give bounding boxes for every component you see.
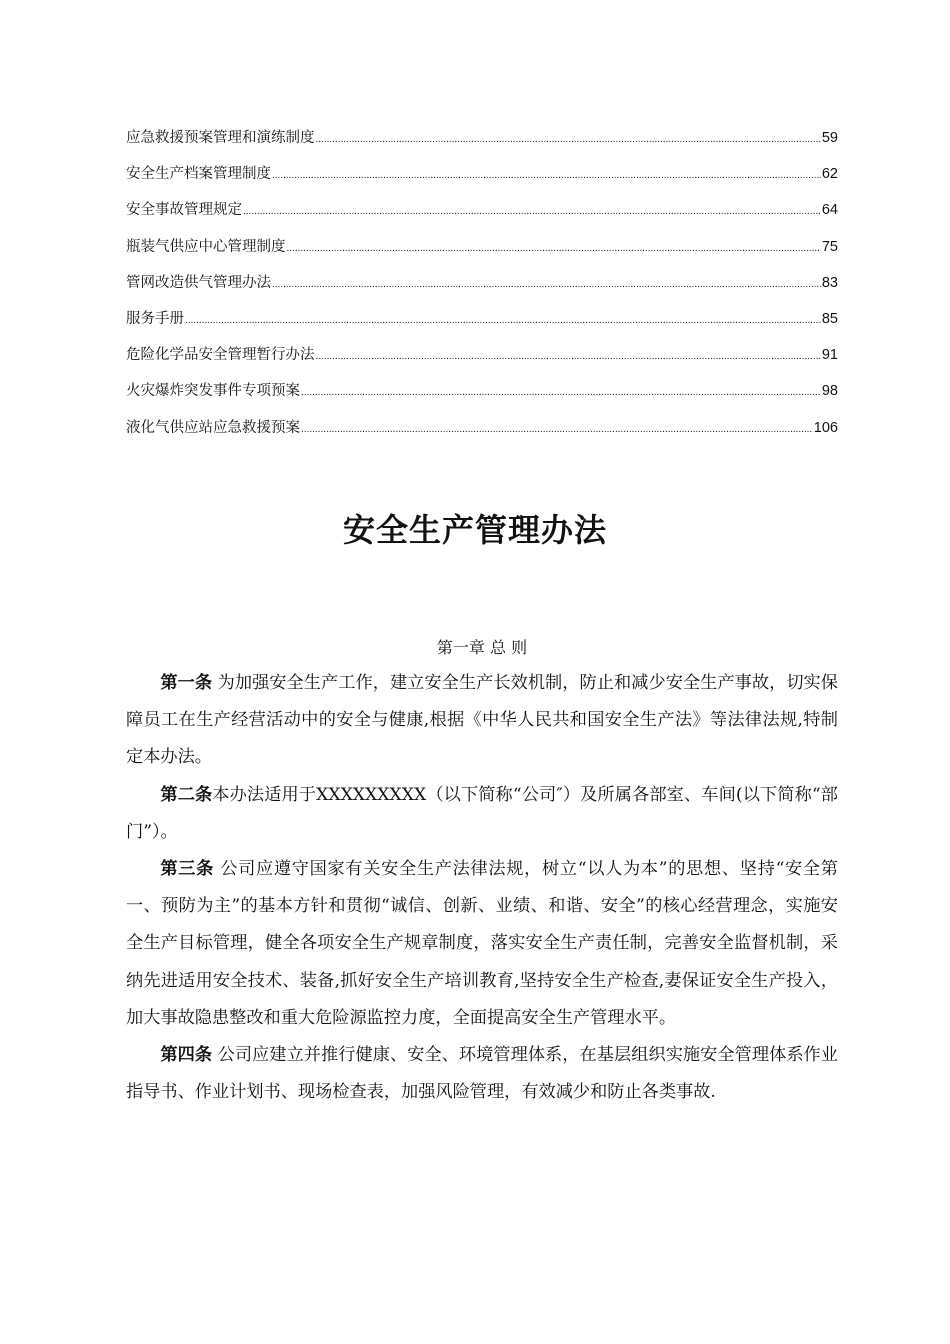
chapter-heading: 第一章 总 则	[436, 638, 528, 657]
toc-entry-page: 75	[821, 238, 838, 255]
toc-entry-page: 64	[821, 202, 838, 219]
article-paragraph	[126, 665, 838, 777]
toc-leader-dots	[301, 379, 821, 407]
toc-entry[interactable]	[126, 124, 838, 160]
toc-entry-title: 管网改造供气管理办法	[126, 274, 271, 291]
toc-entry-title: 应急救援预案管理和演练制度	[126, 130, 315, 146]
article-text: 公司应遵守国家有关安全生产法律法规，树立“以人为本”的思想、坚持“安全第一、预防为主”的基本方针和贯彻“诚信、创新、业绩、和谐、安全”的核心经营理念，实施安全生产目标管理，健全各项安全生产规章制度，落实安全生产责任制，完善安全监督机制，采纳先进适用安全技术、装备,抓好安全生产培训教育,坚持安全生产检查,妻保证安全生产投入，加大事故隐患整改和重大危险源监控力度，全面提高安全生产管理水平。	[126, 859, 838, 1028]
toc-entry-title: 安全生产档案管理制度	[126, 166, 271, 183]
toc-entry[interactable]	[126, 269, 838, 305]
toc-entry[interactable]	[126, 233, 838, 269]
toc-entry[interactable]	[126, 160, 838, 196]
toc-leader-dots	[272, 271, 821, 299]
article-label: 第三条	[160, 859, 215, 880]
toc-leader-dots	[272, 162, 821, 190]
toc-entry[interactable]	[126, 196, 838, 232]
article-label: 第二条	[160, 784, 213, 805]
toc-entry-title: 瓶装气供应中心管理制度	[126, 238, 286, 255]
toc-entry-page: 83	[821, 274, 838, 291]
article-label: 第一条	[160, 673, 213, 693]
toc-entry-title: 火灾爆炸突发事件专项预案	[126, 383, 300, 400]
toc-entry-title: 服务手册	[126, 310, 184, 327]
toc-entry-title: 危险化学品安全管理暂行办法	[126, 347, 315, 364]
toc-entry-page: 106	[813, 419, 838, 436]
toc-entry-page: 98	[821, 383, 838, 400]
article-paragraph	[126, 1037, 838, 1111]
toc-leader-dots	[316, 343, 821, 371]
toc-entry-page: 91	[821, 347, 838, 364]
article-text: 本办法适用于XXXXXXXXX（以下简称“公司″）及所属各部室、车间(以下简称“部门”）。	[126, 784, 838, 842]
toc-entry-title: 安全事故管理规定	[126, 202, 242, 219]
article-text: 公司应建立并推行健康、安全、环境管理体系，在基层组织实施安全管理体系作业指导书、作业计划书、现场检查表，加强风险管理，有效减少和防止各类事故.	[126, 1045, 838, 1103]
document-title: 安全生产管理办法	[342, 511, 607, 549]
article-text: 为加强安全生产工作，建立安全生产长效机制，防止和减少安全生产事故，切实保障员工在生产经营活动中的安全与健康,根据《中华人民共和国安全生产法》等法律法规,特制定本办法。	[126, 673, 838, 768]
toc-leader-dots	[316, 126, 821, 154]
toc-entry-page: 62	[821, 166, 838, 183]
article-paragraph	[126, 851, 838, 1037]
toc-entry-page: 59	[821, 130, 838, 146]
toc-leader-dots	[243, 198, 821, 226]
toc-entry[interactable]	[126, 377, 838, 413]
toc-entry[interactable]	[126, 414, 838, 450]
article-paragraph	[126, 777, 838, 851]
article-label: 第四条	[160, 1045, 213, 1066]
toc-entry[interactable]	[126, 305, 838, 341]
toc-entry[interactable]	[126, 341, 838, 377]
toc-entry-title: 液化气供应站应急救援预案	[126, 419, 300, 436]
toc-leader-dots	[185, 307, 821, 335]
toc-leader-dots	[287, 235, 821, 263]
toc-entry-page: 85	[821, 310, 838, 327]
toc-leader-dots	[301, 416, 813, 444]
document-body	[126, 665, 838, 1111]
table-of-contents	[126, 124, 838, 450]
